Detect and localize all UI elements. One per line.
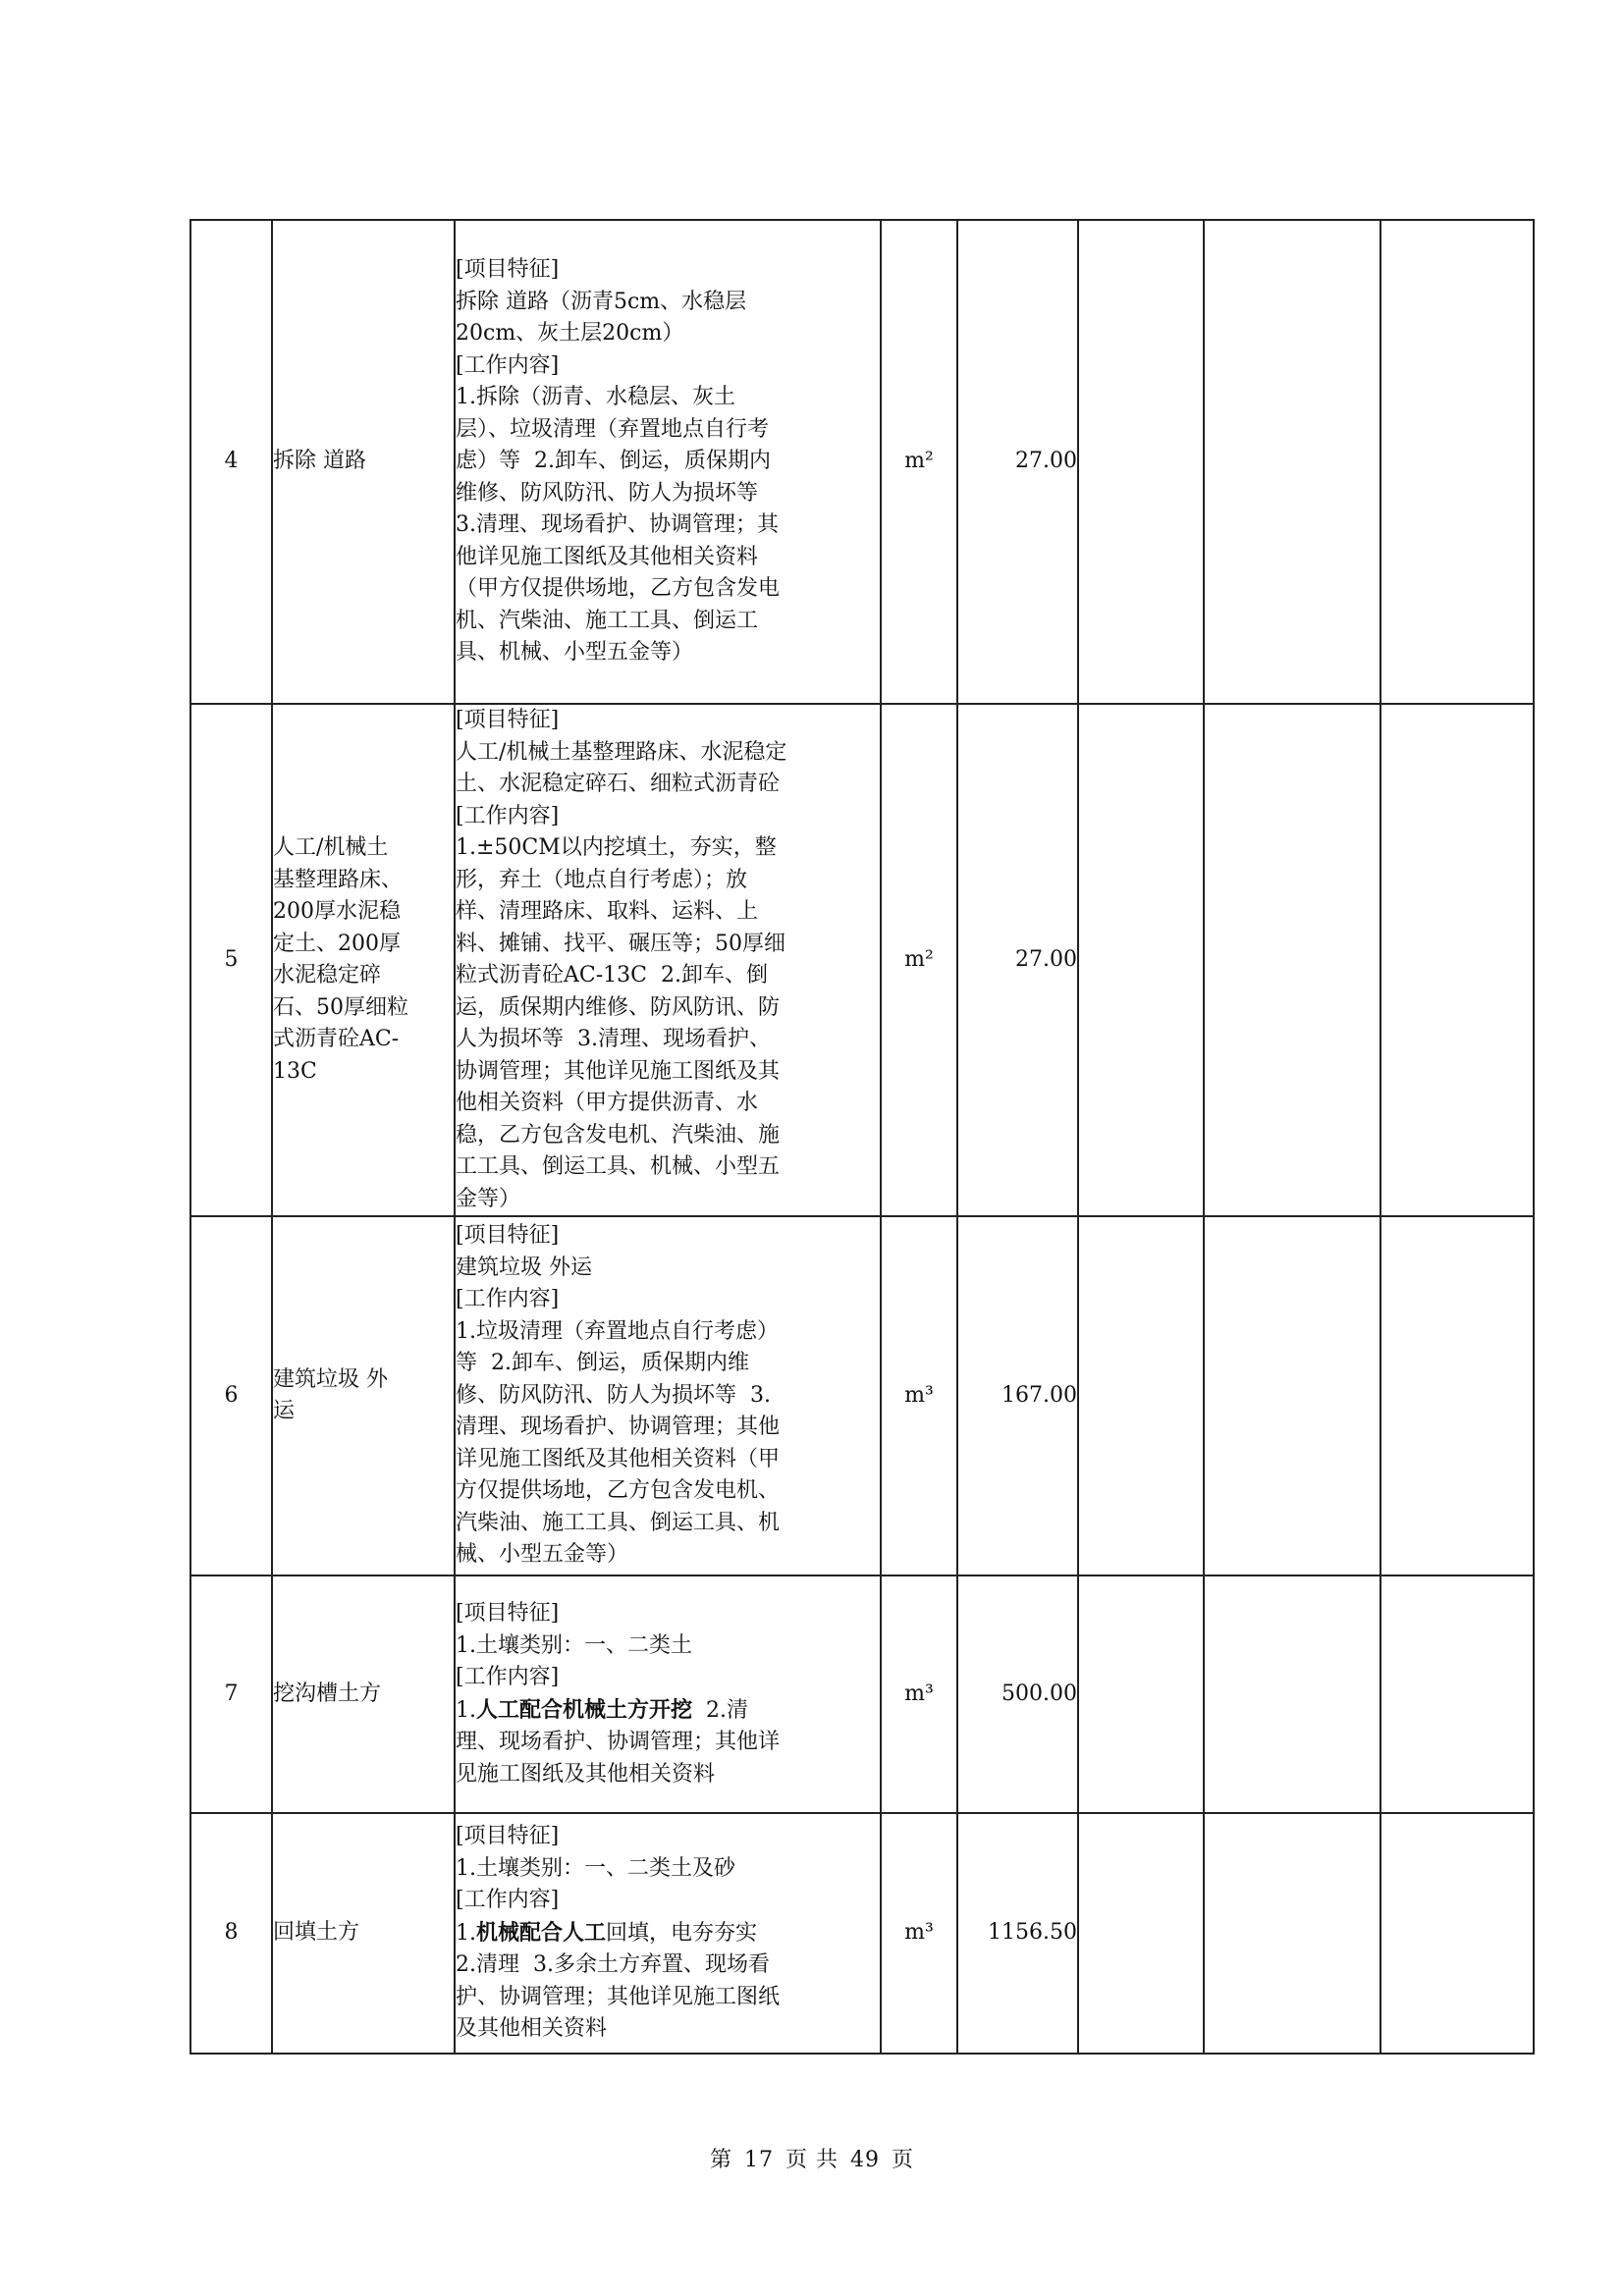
item-name-line: 石、50厚细粒 <box>273 994 408 1020</box>
description-line: [项目特征] <box>456 708 560 732</box>
description-line: 护、协调管理；其他详见施工图纸 <box>456 1984 781 2009</box>
description-line: 等 2.卸车、倒运，质保期内维 <box>456 1351 749 1376</box>
cell-quantity: 1156.50 <box>957 1813 1078 2054</box>
cell-quantity: 27.00 <box>957 704 1078 1216</box>
footer-total-pages: 49 <box>850 2148 880 2172</box>
description-line: 方仅提供场地，乙方包含发电机、 <box>456 1478 781 1504</box>
cell-item-description <box>455 1575 881 1813</box>
cell-item-description <box>455 1216 881 1575</box>
cell-item-description <box>455 704 881 1216</box>
cell-unit: m² <box>881 220 957 704</box>
cell-unit: m³ <box>881 1216 957 1575</box>
description-line: 维修、防风防汛、防人为损坏等 <box>456 480 759 506</box>
description-line: 他相关资料（甲方提供沥青、水 <box>456 1091 759 1115</box>
description-line: 他详见施工图纸及其他相关资料 <box>456 544 759 569</box>
cell-unit-price <box>1078 704 1204 1216</box>
description-line: 理、现场看护、协调管理；其他详 <box>456 1730 781 1754</box>
description-line: 人为损坏等 3.清理、现场看护、 <box>456 1027 771 1051</box>
item-name-line: 人工/机械土 <box>273 835 389 860</box>
description-line: 运，质保期内维修、防风防讯、防 <box>456 994 781 1020</box>
description-line: 见施工图纸及其他相关资料 <box>456 1761 716 1787</box>
bill-of-quantities-table <box>189 219 1535 2055</box>
item-name-line: 式沥青砼AC- <box>273 1027 400 1051</box>
cell-unit-price <box>1078 1813 1204 2054</box>
description-line: （甲方仅提供场地，乙方包含发电 <box>456 576 781 602</box>
cell-unit-price <box>1078 220 1204 704</box>
cell-unit: m² <box>881 704 957 1216</box>
cell-item-name <box>272 220 455 704</box>
item-name-line: 挖沟槽土方 <box>273 1681 382 1706</box>
item-name-line: 基整理路床、 <box>273 867 404 892</box>
table-row <box>190 704 1534 1216</box>
cell-item-name <box>272 1216 455 1575</box>
description-line: 建筑垃圾 外运 <box>456 1255 592 1280</box>
description-line: 1.垃圾清理（弃置地点自行考虑） <box>456 1318 779 1344</box>
cell-total-price <box>1204 220 1380 704</box>
description-line-suffix: 回填，电夯夯实 <box>606 1920 758 1946</box>
description-line: 械、小型五金等） <box>456 1542 629 1568</box>
description-line: 1.拆除（沥青、水稳层、灰土 <box>456 385 735 410</box>
description-line <box>456 1917 880 1950</box>
item-name-line: 回填土方 <box>273 1920 360 1946</box>
description-line: 1.±50CM以内挖填土，夯实，整 <box>456 835 777 860</box>
description-line: 具、机械、小型五金等） <box>456 640 694 666</box>
description-line: [项目特征] <box>456 1223 560 1249</box>
cell-total-price <box>1204 1575 1380 1813</box>
description-line: 3.清理、现场看护、协调管理；其 <box>456 512 779 538</box>
description-line: 样、清理路床、取料、运料、上 <box>456 899 759 924</box>
cell-remarks <box>1380 220 1534 704</box>
description-line: 汽柴油、施工工具、倒运工具、机 <box>456 1510 781 1535</box>
cell-item-name <box>272 1575 455 1813</box>
footer-page-number: 17 <box>744 2148 774 2172</box>
description-line-prefix: 1. <box>456 1920 476 1946</box>
description-line: 稳，乙方包含发电机、汽柴油、施 <box>456 1122 781 1148</box>
description-line: 土、水泥稳定碎石、细粒式沥青砼 <box>456 772 781 796</box>
description-line: 料、摊铺、找平、碾压等；50厚细 <box>456 931 785 956</box>
description-line: 及其他相关资料 <box>456 2016 608 2042</box>
cell-remarks <box>1380 1216 1534 1575</box>
description-line: 修、防风防汛、防人为损坏等 3. <box>456 1382 771 1408</box>
description-line <box>456 1694 880 1728</box>
footer-middle: 页 共 <box>785 2148 839 2172</box>
description-line: 机、汽柴油、施工工具、倒运工 <box>456 608 759 633</box>
description-line: 20cm、灰土层20cm） <box>456 321 684 347</box>
description-line: [工作内容] <box>456 1287 560 1312</box>
description-line: [项目特征] <box>456 1824 560 1849</box>
item-name-line: 拆除 道路 <box>273 449 366 474</box>
cell-remarks <box>1380 1575 1534 1813</box>
cell-unit-price <box>1078 1575 1204 1813</box>
item-name-line: 200厚水泥稳 <box>273 899 401 924</box>
description-line: [项目特征] <box>456 1601 560 1626</box>
description-line: 详见施工图纸及其他相关资料（甲 <box>456 1446 781 1471</box>
description-line: [工作内容] <box>456 1665 560 1689</box>
description-line: [工作内容] <box>456 803 560 828</box>
item-name-line: 建筑垃圾 外 <box>273 1366 388 1392</box>
description-line: 2.清理 3.多余土方弃置、现场看 <box>456 1952 770 1978</box>
description-line: 虑）等 2.卸车、倒运，质保期内 <box>456 449 771 474</box>
cell-item-number: 6 <box>190 1216 272 1575</box>
item-name-line: 运 <box>273 1399 296 1423</box>
cell-quantity: 27.00 <box>957 220 1078 704</box>
description-line: 1.土壤类别：一、二类土及砂 <box>456 1855 735 1881</box>
cell-item-number: 7 <box>190 1575 272 1813</box>
description-line: 层）、垃圾清理（弃置地点自行考 <box>456 416 770 442</box>
table-row <box>190 220 1534 704</box>
footer-prefix: 第 <box>709 2148 732 2172</box>
description-line: 拆除 道路（沥青5cm、水稳层 <box>456 289 747 314</box>
table-body <box>190 220 1534 2054</box>
cell-item-description <box>455 1813 881 2054</box>
cell-item-name <box>272 1813 455 2054</box>
description-line: 人工/机械土基整理路床、水泥稳定 <box>456 739 787 765</box>
description-line: 形，弃土（地点自行考虑）；放 <box>456 867 748 892</box>
description-bold-text: 机械配合人工 <box>476 1919 607 1946</box>
table-row <box>190 1575 1534 1813</box>
cell-quantity: 167.00 <box>957 1216 1078 1575</box>
footer-suffix: 页 <box>892 2148 915 2172</box>
description-line: [工作内容] <box>456 352 560 378</box>
cell-unit: m³ <box>881 1575 957 1813</box>
cell-item-number: 8 <box>190 1813 272 2054</box>
table-row <box>190 1216 1534 1575</box>
cell-total-price <box>1204 1813 1380 2054</box>
cell-unit: m³ <box>881 1813 957 2054</box>
description-line-prefix: 1. <box>456 1697 476 1723</box>
cell-item-number: 5 <box>190 704 272 1216</box>
item-name-line: 水泥稳定碎 <box>273 963 382 988</box>
item-name-line: 13C <box>273 1058 317 1084</box>
description-line: 协调管理；其他详见施工图纸及其 <box>456 1058 781 1084</box>
cell-remarks <box>1380 1813 1534 2054</box>
table-row <box>190 1813 1534 2054</box>
description-bold-text: 人工配合机械土方开挖 <box>476 1696 693 1723</box>
description-line: 清理、现场看护、协调管理；其他 <box>456 1415 781 1440</box>
description-line: [项目特征] <box>456 257 560 283</box>
description-line-suffix: 2.清 <box>692 1697 748 1723</box>
description-line: [工作内容] <box>456 1888 560 1913</box>
page-footer <box>0 2143 1624 2173</box>
cell-total-price <box>1204 1216 1380 1575</box>
cell-item-description <box>455 220 881 704</box>
cell-quantity: 500.00 <box>957 1575 1078 1813</box>
cell-item-number: 4 <box>190 220 272 704</box>
item-name-line: 定土、200厚 <box>273 931 401 956</box>
cell-remarks <box>1380 704 1534 1216</box>
description-line: 金等） <box>456 1186 521 1211</box>
description-line: 工工具、倒运工具、机械、小型五 <box>456 1154 781 1179</box>
cell-item-name <box>272 704 455 1216</box>
cell-unit-price <box>1078 1216 1204 1575</box>
description-line: 1.土壤类别：一、二类土 <box>456 1632 692 1658</box>
cell-total-price <box>1204 704 1380 1216</box>
description-line: 粒式沥青砼AC-13C 2.卸车、倒 <box>456 963 768 988</box>
